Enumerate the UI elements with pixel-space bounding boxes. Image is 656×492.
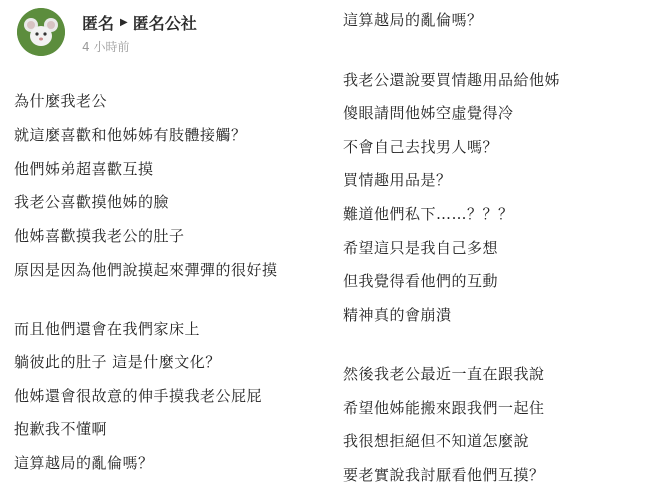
body-line: 原因是因為他們說摸起來彈彈的很好摸: [14, 261, 278, 279]
avatar[interactable]: [17, 8, 65, 56]
body-line: 躺彼此的肚子 這是什麼文化？: [14, 353, 221, 371]
body-line: 他姊喜歡摸我老公的肚子: [14, 227, 185, 245]
body-line: 這算越局的亂倫嗎？: [343, 11, 483, 29]
body-line: 我很想拒絕但不知道怎麼說: [343, 432, 530, 450]
body-line: 傻眼請問他姊空虛覺得冷: [343, 104, 514, 122]
body-line: 但我覺得看他們的互動: [343, 272, 499, 290]
body-line: 要老實說我討厭看他們互摸？: [343, 466, 545, 484]
body-line: 希望他姊能搬來跟我們一起住: [343, 399, 545, 417]
board-name[interactable]: 匿名公社: [132, 14, 197, 33]
body-line: 不會自己去找男人嗎？: [343, 138, 499, 156]
body-line: 他姊還會很故意的伸手摸我老公屁屁: [14, 387, 263, 405]
author-line: [82, 11, 197, 34]
body-line: 這算越局的亂倫嗎？: [14, 454, 154, 472]
post-timestamp: 4 小時前: [82, 40, 130, 54]
body-line: 他們姊弟超喜歡互摸: [14, 160, 154, 178]
author-name[interactable]: 匿名: [82, 14, 115, 33]
body-line: 為什麼我老公: [14, 92, 108, 110]
caret-right-icon: ▶: [120, 17, 128, 28]
body-line: 希望這只是我自己多想: [343, 239, 499, 257]
body-line: 買情趣用品是？: [343, 171, 452, 189]
body-line: 然後我老公最近一直在跟我說: [343, 365, 545, 383]
body-line: 就這麼喜歡和他姊姊有肢體接觸？: [14, 126, 247, 144]
body-line: 我老公喜歡摸他姊的臉: [14, 193, 170, 211]
body-line: 我老公還說要買情趣用品給他姊: [343, 71, 561, 89]
body-line: 抱歉我不懂啊: [14, 420, 108, 438]
body-line: 難道他們私下……？？？: [343, 205, 514, 223]
body-line: 精神真的會崩潰: [343, 306, 452, 324]
body-line: 而且他們還會在我們家床上: [14, 320, 201, 338]
mouse-icon: [17, 8, 65, 56]
